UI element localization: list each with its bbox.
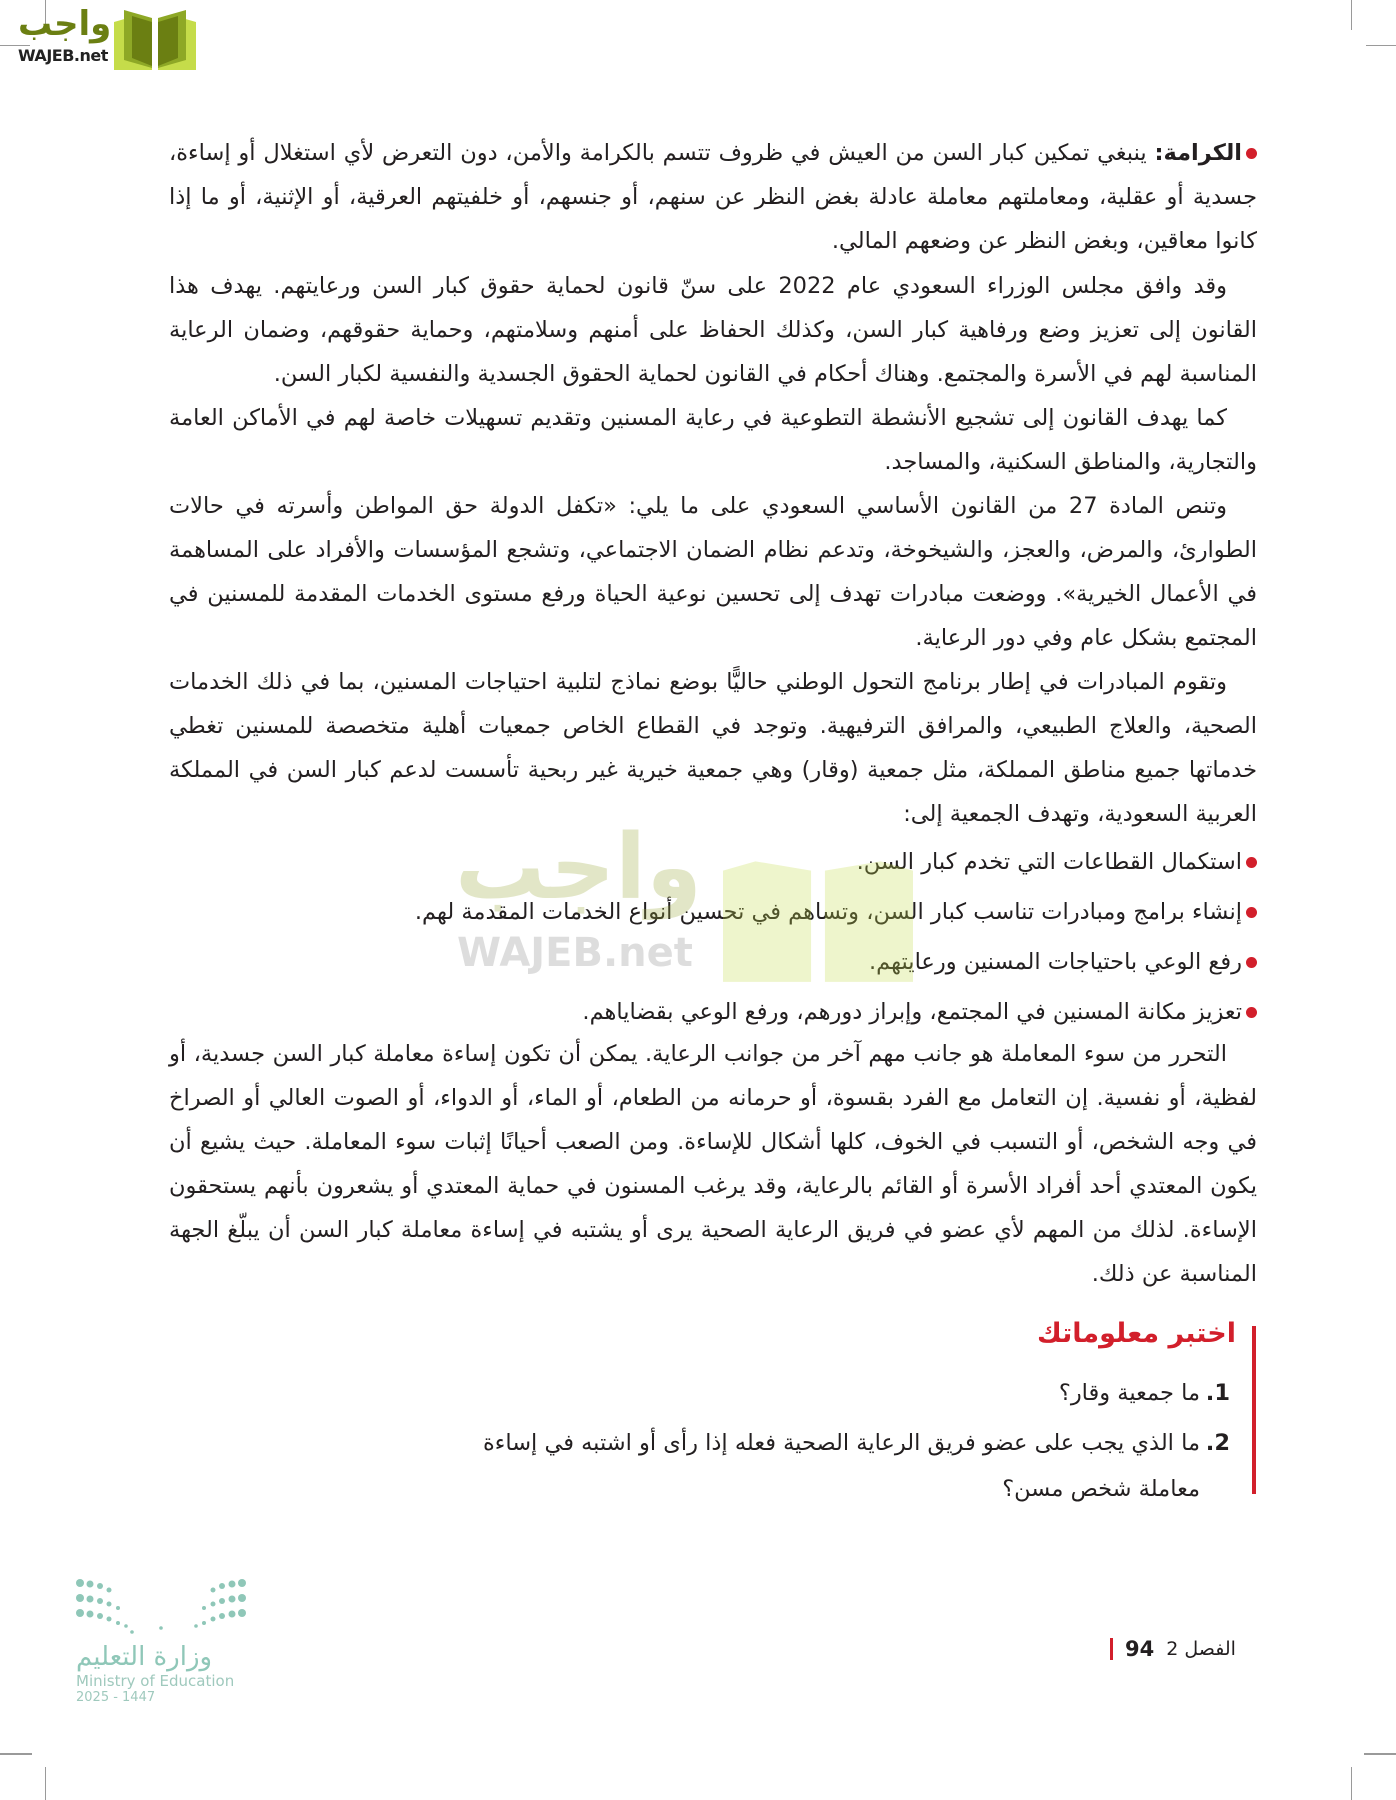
footer-accent-bar [1110,1638,1113,1660]
bullet-item: إنشاء برامج ومبادرات تناسب كبار السن، وتساهم في تحسين أنواع الخدمات المقدمة لهم. [415,890,1257,934]
paragraph-article-27: وتنص المادة 27 من القانون الأساسي السعودي على ما يلي: «تكفل الدولة حق المواطن وأسرته في حالات الطوارئ، والمرض، والعجز، والشيخوخة، وتدعم نظام الضمان الاجتماعي، وتشجع المؤسسات والأفراد على المساهمة في الأعمال الخيرية». ووضعت مبادرات تهدف إلى تحسين نوعية الحياة ورفع مستوى الخدمات المقدمة للمسنين في المجتمع بشكل عام وفي دور الرعاية. [169,493,1257,651]
question-text: ما الذي يجب على عضو فريق الرعاية الصحية فعله إذا رأى أو اشتبه في إساءة معاملة شخص مسن؟ [482,1430,1200,1502]
logo-latin: WAJEB.net [18,46,108,65]
ministry-logo [76,1578,256,1705]
edition-year: 2025 - 1447 [76,1690,156,1705]
paragraph-law-2022: وقد وافق مجلس الوزراء السعودي عام 2022 على سنّ قانون لحماية حقوق كبار السن ورعايتهم. يهدف هذا القانون إلى تعزيز وضع ورفاهية كبار السن، وكذلك الحفاظ على أمنهم وسلامتهم، وحماية حقوقهم، وضمان الرعاية المناسبة لهم في الأسرة والمجتمع. وهناك أحكام في القانون لحماية الحقوق الجسدية والنفسية لكبار السن. [169,273,1257,387]
quiz-question [440,1370,1230,1416]
bullet-dot-icon [1246,957,1257,968]
wajeb-logo [8,4,193,68]
bullet-item: استكمال القطاعات التي تخدم كبار السن. [857,840,1257,884]
paragraph-initiatives: وتقوم المبادرات في إطار برنامج التحول الوطني حاليًّا بوضع نماذج لتلبية احتياجات المسنين، بما في ذلك الخدمات الصحية، والعلاج الطبيعي، والمرافق الترفيهية. وتوجد في القطاع الخاص جمعيات أهلية متخصصة للمسنين تغطي خدماتها جميع مناطق المملكة، مثل جمعية (وقار) وهي جمعية خيرية غير ربحية تأسست لدعم كبار السن في المملكة العربية السعودية، وتهدف الجمعية إلى: [169,669,1257,827]
crop-mark [1351,1767,1352,1800]
bullet-item: تعزيز مكانة المسنين في المجتمع، وإبراز دورهم، ورفع الوعي بقضاياهم. [582,990,1257,1034]
question-number: 2. [1205,1430,1230,1456]
dignity-text: ينبغي تمكين كبار السن من العيش في ظروف تتسم بالكرامة والأمن، دون التعرض لأي استغلال أو إساءة، جسدية أو عقلية، ومعاملتهم معاملة عادلة بغض النظر عن سنهم، أو جنسهم، أو خلفيتهم العرقية، أو الإثنية، أو ما إذا كانوا معاقين، وبغض النظر عن وضعهم المالي. [169,140,1257,254]
bullet-item: رفع الوعي باحتياجات المسنين ورعايتهم. [869,940,1257,984]
dignity-label: الكرامة: [1154,140,1243,166]
bullet-dot-icon [1246,907,1257,918]
crop-mark [1364,1753,1396,1755]
ministry-name-arabic: وزارة التعليم [76,1642,213,1672]
open-book-icon [114,8,196,70]
paragraph-abuse: التحرر من سوء المعاملة هو جانب مهم آخر من جوانب الرعاية. يمكن أن تكون إساءة معاملة كبار السن جسدية، أو لفظية، أو نفسية. إن التعامل مع الفرد بقسوة، أو حرمانه من الطعام، أو الماء، أو الدواء، أو الصوت العالي أو الصراخ في وجه الشخص، أو التسبب في الخوف، كلها أشكال للإساءة. ومن الصعب أحيانًا إثبات سوء المعاملة. حيث يشيع أن يكون المعتدي أحد أفراد الأسرة أو القائم بالرعاية، وقد يرغب المسنون في حماية المعتدي أو يشعرون بأنهم يستحقون الإساءة. لذلك من المهم لأي عضو في فريق الرعاية الصحية يرى أو يشتبه في إساءة معاملة كبار السن أن يبلّغ الجهة المناسبة عن ذلك. [169,1041,1257,1287]
crop-mark [1366,45,1396,46]
page-footer [1100,1637,1236,1661]
chapter-label: الفصل 2 [1166,1638,1236,1660]
question-text: ما جمعية وقار؟ [1058,1380,1200,1406]
crop-mark [0,1753,32,1755]
bullet-dot-icon [1246,148,1257,159]
bullet-dot-icon [1246,1007,1257,1018]
logo-arabic: واجب [18,4,112,44]
ministry-name-english: Ministry of Education [76,1672,235,1690]
quiz-accent-bar [1252,1326,1256,1494]
page-number: 94 [1125,1637,1155,1661]
question-number: 1. [1205,1380,1230,1406]
quiz-title: اختبر معلوماتك [1037,1318,1236,1349]
ministry-dots-icon [76,1578,246,1636]
quiz-question [440,1420,1230,1512]
watermark-latin: WAJEB.net [457,930,693,976]
paragraph-law-goals: كما يهدف القانون إلى تشجيع الأنشطة التطوعية في رعاية المسنين وتقديم تسهيلات خاصة لهم في الأماكن العامة والتجارية، والمناطق السكنية، والمساجد. [169,405,1257,475]
paragraph-dignity [169,131,1257,263]
crop-mark [45,1767,46,1800]
watermark-arabic: واجب [455,815,702,920]
bullet-dot-icon [1246,857,1257,868]
crop-mark [1351,0,1352,30]
